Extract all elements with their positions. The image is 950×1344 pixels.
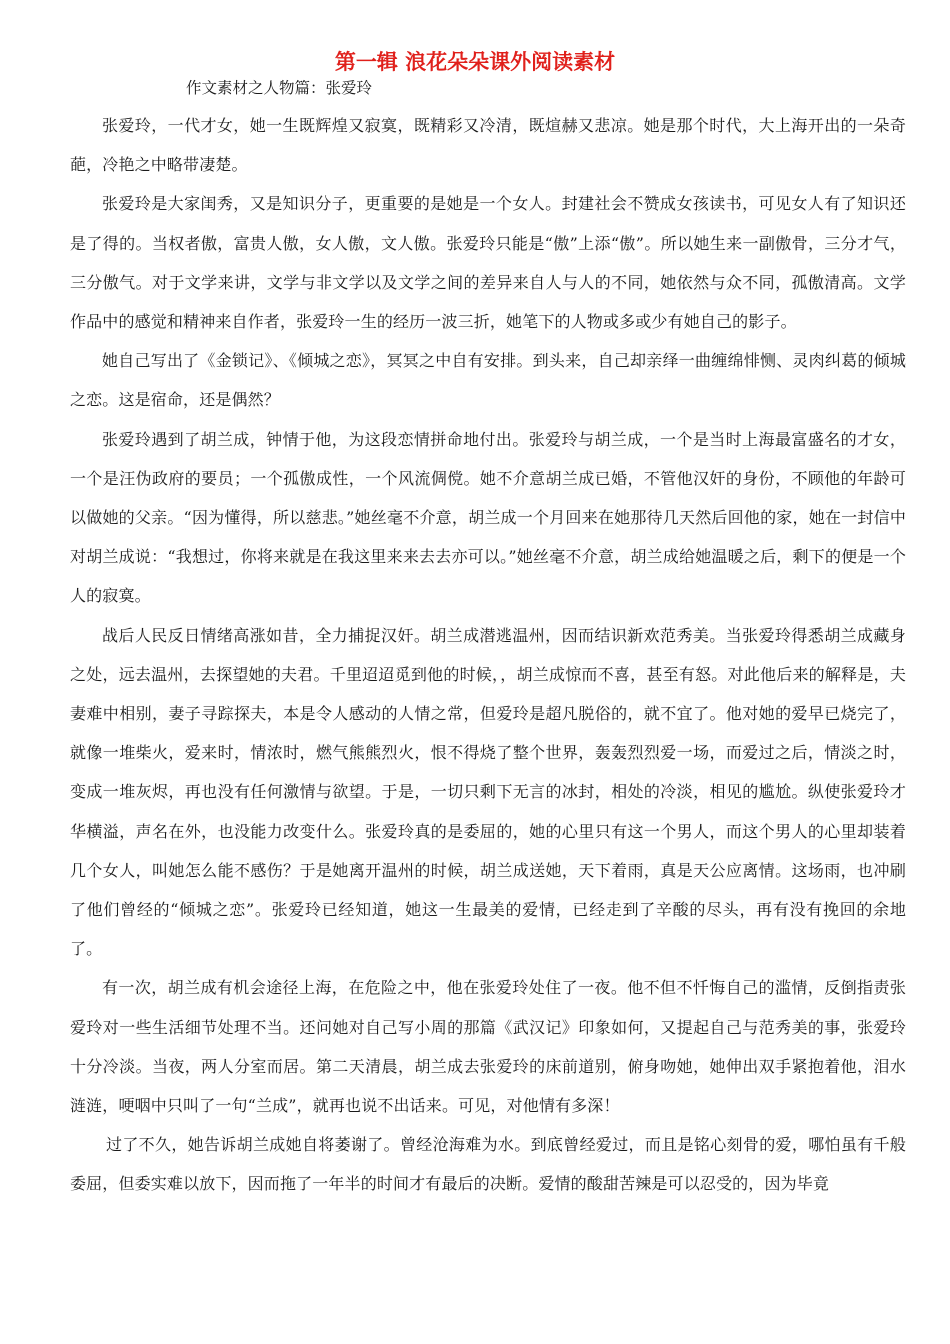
paragraph: 张爱玲是大家闺秀，又是知识分子，更重要的是她是一个女人。封建社会不赞成女孩读书，可见女人有了知识还是了得的。当权者傲，富贵人傲，女人傲，文人傲。张爱玲只能是“傲”上添“傲”。所以她生来一副傲骨，三分才气，三分傲气。对于文学来讲，文学与非文学以及文学之间的差异来自人与人的不同，她依然与众不同，孤傲清高。文学作品中的感觉和精神来自作者，张爱玲一生的经历一波三折，她笔下的人物或多或少有她自己的影子。 bbox=[70, 194, 906, 332]
paragraph: 有一次，胡兰成有机会途径上海，在危险之中，他在张爱玲处住了一夜。他不但不忏悔自己的滥情，反倒指责张爱玲对一些生活细节处理不当。还问她对自己写小周的那篇《武汉记》印象如何，又提起自己与范秀美的事，张爱玲十分冷淡。当夜，两人分室而居。第二天清晨，胡兰成去张爱玲的床前道别，俯身吻她，她伸出双手紧抱着他，泪水涟涟，哽咽中只叫了一句“兰成”，就再也说不出话来。可见，对他情有多深！ bbox=[70, 978, 906, 1116]
article-body bbox=[70, 106, 906, 1204]
page-title: 第一辑 浪花朵朵课外阅读素材 bbox=[334, 50, 616, 74]
paragraph: 战后人民反日情绪高涨如昔，全力捕捉汉奸。胡兰成潜逃温州，因而结识新欢范秀美。当张爱玲得悉胡兰成藏身之处，远去温州，去探望她的夫君。千里迢迢觅到他的时候，，胡兰成惊而不喜，甚至有怒。对此他后来的解释是，夫妻难中相别，妻子寻踪探夫，本是令人感动的人情之常，但爱玲是超凡脱俗的，就不宜了。他对她的爱早已烧完了，就像一堆柴火，爱来时，情浓时，燃气熊熊烈火，恨不得烧了整个世界，轰轰烈烈爱一场，而爱过之后，情淡之时，变成一堆灰烬，再也没有任何激情与欲望。于是，一切只剩下无言的冰封，相处的冷淡，相见的尴尬。纵使张爱玲才华横溢，声名在外，也没能力改变什么。张爱玲真的是委屈的，她的心里只有这一个男人，而这个男人的心里却装着几个女人，叫她怎么能不感伤？于是她离开温州的时候，胡兰成送她，天下着雨，真是天公应离情。这场雨，也冲刷了他们曾经的“倾城之恋”。张爱玲已经知道，她这一生最美的爱情，已经走到了辛酸的尽头，再有没有挽回的余地了。 bbox=[70, 625, 906, 959]
paragraph: 张爱玲，一代才女，她一生既辉煌又寂寞，既精彩又冷清，既煊赫又悲凉。她是那个时代，大上海开出的一朵奇葩，冷艳之中略带凄楚。 bbox=[70, 116, 906, 175]
paragraph: 张爱玲遇到了胡兰成，钟情于他，为这段恋情拼命地付出。张爱玲与胡兰成，一个是当时上海最富盛名的才女，一个是汪伪政府的要员；一个孤傲成性，一个风流倜傥。她不介意胡兰成已婚，不管他汉奸的身份，不顾他的年龄可以做她的父亲。“因为懂得，所以慈悲。”她丝毫不介意，胡兰成一个月回来在她那待几天然后回他的家，她在一封信中对胡兰成说：“我想过，你将来就是在我这里来来去去亦可以。”她丝毫不介意，胡兰成给她温暖之后，剩下的便是一个人的寂寞。 bbox=[70, 429, 906, 606]
paragraph: 过了不久，她告诉胡兰成她自将萎谢了。曾经沧海难为水。到底曾经爱过，而且是铭心刻骨的爱，哪怕虽有千般委屈，但委实难以放下，因而拖了一年半的时间才有最后的决断。爱情的酸甜苦辣是可以忍受的，因为毕竟 bbox=[70, 1135, 906, 1194]
page-subtitle: 作文素材之人物篇：张爱玲 bbox=[186, 79, 373, 97]
paragraph: 她自己写出了《金锁记》、《倾城之恋》，冥冥之中自有安排。到头来，自己却亲绎一曲缠绵悱恻、灵肉纠葛的倾城之恋。这是宿命，还是偶然？ bbox=[70, 351, 906, 410]
